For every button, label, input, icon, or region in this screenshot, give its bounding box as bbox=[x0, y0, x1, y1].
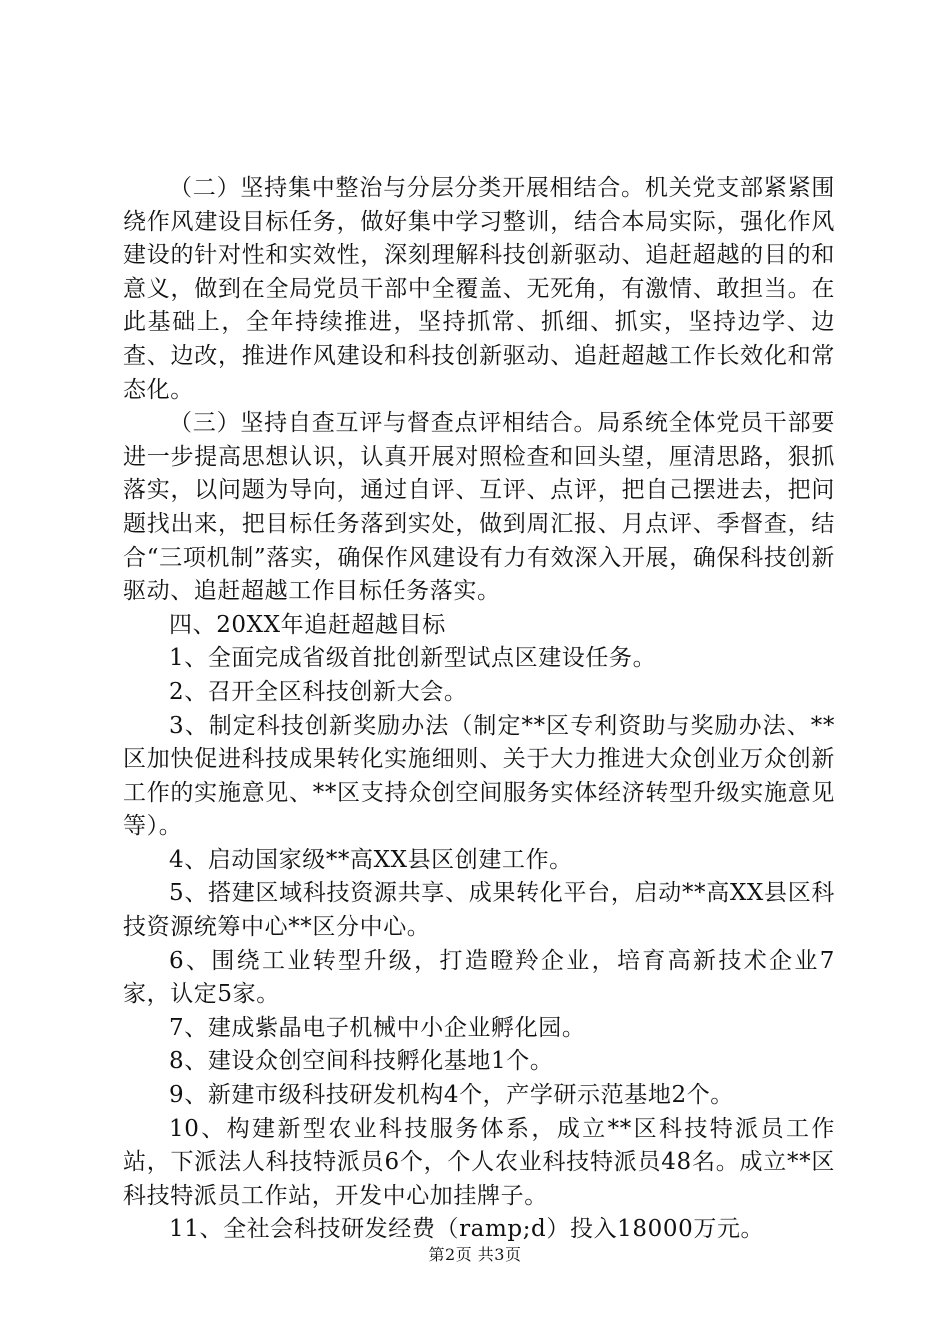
page-number-footer: 第2页 共3页 bbox=[428, 1245, 522, 1264]
goal-item-5: 5、搭建区域科技资源共享、成果转化平台，启动**高XX县区科技资源统筹中心**区分中心。 bbox=[123, 880, 835, 941]
paragraph-section-two: （二）坚持集中整治与分层分类开展相结合。机关党支部紧紧围绕作风建设目标任务，做好集中学习整训，结合本局实际，强化作风建设的针对性和实效性，深刻理解科技创新驱动、追赶超越的目的和意义，做到在全局党员干部中全覆盖、无死角，有激情、敢担当。在此基础上，全年持续推进，坚持抓常、抓细、抓实，坚持边学、边查、边改，推进作风建设和科技创新驱动、追赶超越工作长效化和常态化。 bbox=[123, 175, 835, 403]
goal-item-10: 10、构建新型农业科技服务体系，成立**区科技特派员工作站，下派法人科技特派员6个，个人农业科技特派员48名。成立**区科技特派员工作站，开发中心加挂牌子。 bbox=[123, 1115, 835, 1209]
paragraph-section-three: （三）坚持自查互评与督查点评相结合。局系统全体党员干部要进一步提高思想认识，认真开展对照检查和回头望，厘清思路，狠抓落实，以问题为导向，通过自评、互评、点评，把自己摆进去，把问题找出来，把目标任务落到实处，做到周汇报、月点评、季督查，结合“三项机制”落实，确保作风建设有力有效深入开展，确保科技创新驱动、追赶超越工作目标任务落实。 bbox=[123, 410, 835, 605]
goal-item-6: 6、围绕工业转型升级，打造瞪羚企业，培育高新技术企业7家，认定5家。 bbox=[123, 947, 835, 1008]
goal-item-8: 8、建设众创空间科技孵化基地1个。 bbox=[169, 1048, 554, 1075]
goal-item-7: 7、建成紫晶电子机械中小企业孵化园。 bbox=[169, 1014, 586, 1041]
goal-item-3: 3、制定科技创新奖励办法（制定**区专利资助与奖励办法、**区加快促进科技成果转化实施细则、关于大力推进大众创业万众创新工作的实施意见、**区支持众创空间服务实体经济转型升级实施意见等）。 bbox=[123, 712, 835, 840]
goal-item-2: 2、召开全区科技创新大会。 bbox=[169, 678, 468, 705]
section-heading-four: 四、20XX年追赶超越目标 bbox=[169, 611, 446, 638]
goal-item-1: 1、全面完成省级首批创新型试点区建设任务。 bbox=[169, 645, 657, 672]
goal-item-9: 9、新建市级科技研发机构4个，产学研示范基地2个。 bbox=[169, 1082, 734, 1109]
document-body bbox=[123, 172, 835, 1247]
goal-item-11: 11、全社会科技研发经费（ramp;d）投入18000万元。 bbox=[169, 1216, 765, 1243]
goal-item-4: 4、启动国家级**高XX县区创建工作。 bbox=[169, 846, 573, 873]
